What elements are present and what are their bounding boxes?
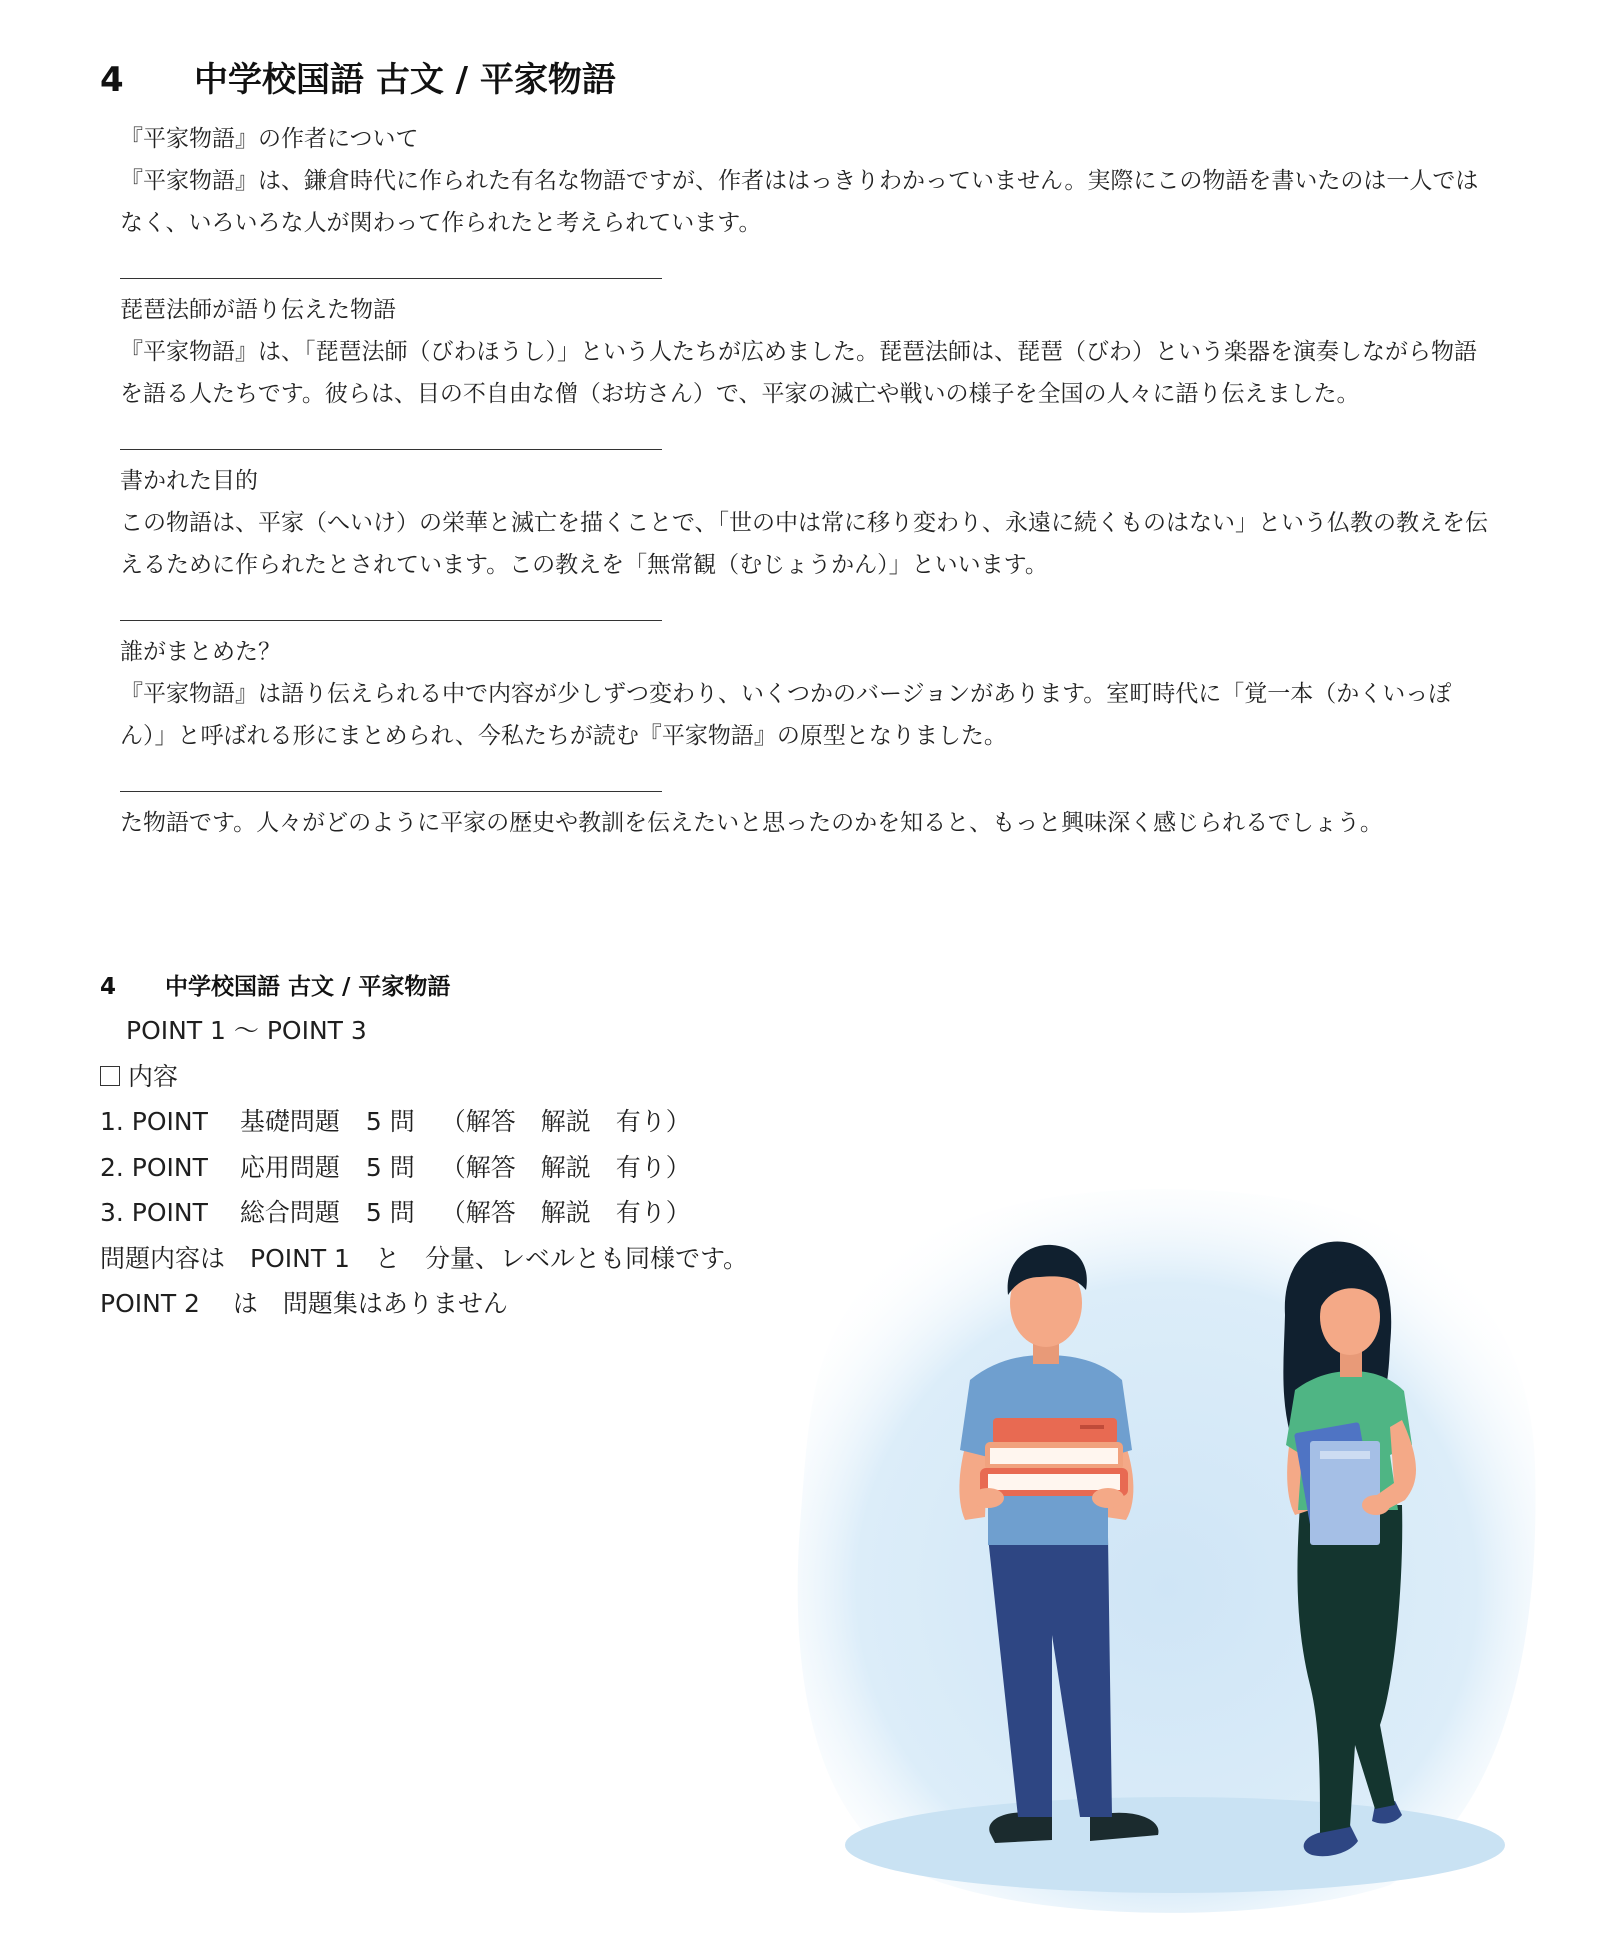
topic-title: 誰がまとめた？ [120, 639, 281, 665]
point-item [100, 1099, 748, 1145]
students-illustration [790, 1165, 1560, 1935]
point-kind: 応用問題 [239, 1152, 340, 1182]
point-kind: 基礎問題 [239, 1107, 340, 1136]
divider [120, 449, 662, 450]
point-label: 1. POINT [100, 1107, 208, 1136]
section-title: 中学校国語 古文 / 平家物語 [194, 60, 616, 100]
divider [120, 791, 662, 792]
contents-label: 内容 [128, 1061, 179, 1091]
summary-number: 4 [100, 974, 117, 1000]
point-note: （解答 解説 有り） [440, 1152, 691, 1182]
topic-author [120, 118, 1490, 279]
checkbox-icon [100, 1066, 120, 1086]
section-number: 4 [100, 60, 124, 100]
point-kind: 総合問題 [239, 1198, 340, 1227]
topic-body: 『平家物語』は、鎌倉時代に作られた有名な物語ですが、作者ははっきりわかっていません。実際にこの物語を書いたのは一人ではなく、いろいろな人が関わって作られたと考えられています。 [120, 168, 1479, 236]
topic-body: この物語は、平家（へいけ）の栄華と滅亡を描くことで、「世の中は常に移り変わり、永遠に続くものはない」という仏教の教えを伝えるために作られたとされています。この教えを「無常観（むじょうかん）」といいます。 [120, 510, 1489, 578]
point-count: 5 問 [365, 1198, 415, 1227]
summary-points [100, 1008, 748, 1327]
topic-body: 『平家物語』は、「琵琶法師（びわほうし）」という人たちが広めました。琵琶法師は、琵琶（びわ）という楽器を演奏しながら物語を語る人たちです。彼らは、目の不自由な僧（お坊さん）で、平家の滅亡や戦いの様子を全国の人々に語り伝えました。 [120, 339, 1477, 407]
contents-heading [100, 1054, 748, 1100]
point-count: 5 問 [365, 1107, 415, 1136]
point-item [100, 1145, 748, 1191]
point-range: POINT 1 〜 POINT 3 [126, 1016, 367, 1045]
divider [120, 620, 662, 621]
summary-title [100, 968, 450, 1001]
summary-note: POINT 2 は 問題集はありません [100, 1289, 508, 1318]
topic-purpose [120, 460, 1490, 621]
summary-title-text: 中学校国語 古文 / 平家物語 [165, 974, 451, 1000]
topic-biwa-hoshi [120, 289, 1490, 450]
floor-shadow [845, 1797, 1505, 1893]
point-count: 5 問 [365, 1152, 415, 1182]
point-item [100, 1190, 748, 1236]
point-note: （解答 解説 有り） [440, 1107, 691, 1136]
point-label: 3. POINT [100, 1198, 208, 1227]
topic-title: 『平家物語』の作者について [120, 126, 419, 152]
topics-list [120, 118, 1490, 867]
topic-body: 『平家物語』は語り伝えられる中で内容が少しずつ変わり、いくつかのバージョンがあります。室町時代に「覚一本（かくいっぽん）」と呼ばれる形にまとめられ、今私たちが読む『平家物語』の原型となりました。 [120, 681, 1452, 749]
topic-title: 書かれた目的 [120, 468, 258, 494]
closing-text: た物語です。人々がどのように平家の歴史や教訓を伝えたいと思ったのかを知ると、もっと興味深く感じられるでしょう。 [120, 810, 1383, 836]
divider [120, 278, 662, 279]
point-label: 2. POINT [100, 1152, 208, 1182]
topic-compiler [120, 631, 1490, 792]
page-title [100, 52, 616, 101]
summary-note: 問題内容は POINT 1 と 分量、レベルとも同様です。 [100, 1243, 748, 1273]
point-note: （解答 解説 有り） [440, 1198, 691, 1227]
topic-title: 琵琶法師が語り伝えた物語 [120, 297, 396, 323]
